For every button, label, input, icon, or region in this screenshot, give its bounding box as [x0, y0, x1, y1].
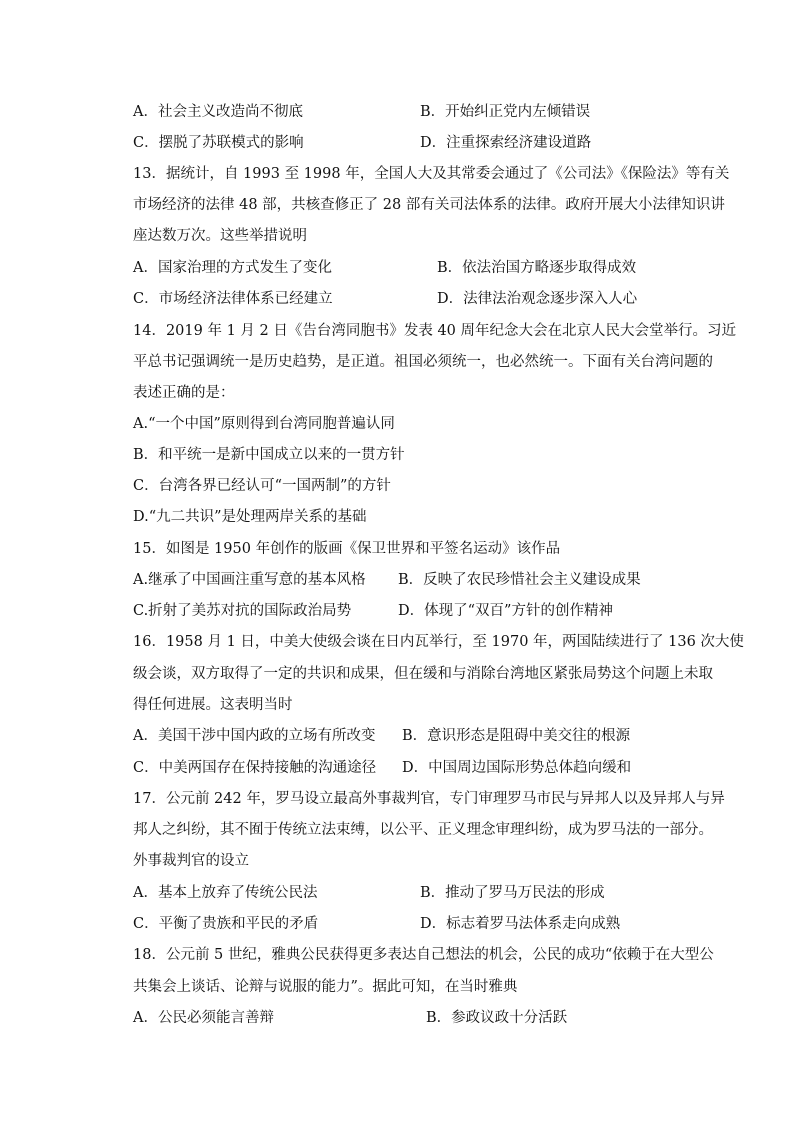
q18-option-a[interactable]: A．公民必须能言善辩 [133, 1010, 274, 1026]
q14-option-a[interactable]: A.“一个中国”原则得到台湾同胞普遍认同 [133, 416, 395, 432]
q16-stem-line-2: 级会谈，双方取得了一定的共识和成果，但在缓和与消除台湾地区紧张局势这个问题上未取 [133, 666, 713, 682]
q17-option-b[interactable]: B．推动了罗马万民法的形成 [420, 885, 605, 901]
q17-stem-line-1: 17．公元前 242 年，罗马设立最高外事裁判官，专门审理罗马市民与异邦人以及异邦人与异 [133, 791, 725, 807]
q15-option-b[interactable]: B．反映了农民珍惜社会主义建设成果 [398, 572, 641, 588]
q16-stem-line-1: 16．1958 月 1 日，中美大使级会谈在日内瓦举行，至 1970 年，两国陆续进行了 136 次大使 [133, 634, 744, 650]
q13-stem-line-1: 13．据统计，自 1993 至 1998 年，全国人大及其常委会通过了《公司法》《保险法》等有关 [133, 166, 730, 182]
q12-option-d[interactable]: D．注重探索经济建设道路 [420, 135, 592, 151]
q16-option-c[interactable]: C．中美两国存在保持接触的沟通途径 [133, 760, 377, 776]
q17-option-a[interactable]: A．基本上放弃了传统公民法 [133, 885, 318, 901]
q18-stem-line-1: 18．公元前 5 世纪，雅典公民获得更多表达自己想法的机会，公民的成功“依赖于在大型公 [133, 947, 714, 963]
q14-stem-line-3: 表述正确的是： [133, 385, 235, 401]
q13-option-c[interactable]: C．市场经济法律体系已经建立 [133, 291, 333, 307]
q14-option-c[interactable]: C．台湾各界已经认可“一国两制”的方针 [133, 478, 391, 494]
q16-option-a[interactable]: A．美国干涉中国内政的立场有所改变 [133, 728, 376, 744]
q17-stem-line-3: 外事裁判官的设立 [133, 853, 249, 869]
q14-stem-line-1: 14．2019 年 1 月 2 日《告台湾同胞书》发表 40 周年纪念大会在北京人民大会堂举行。习近 [133, 323, 737, 339]
q13-stem-line-2: 市场经济的法律 48 部，共核查修正了 28 部有关司法体系的法律。政府开展大小法律知识讲 [133, 197, 725, 213]
q17-option-d[interactable]: D．标志着罗马法体系走向成熟 [420, 916, 621, 932]
q15-option-c[interactable]: C.折射了美苏对抗的国际政治局势 [133, 603, 352, 619]
q15-option-d[interactable]: D．体现了“双百”方针的创作精神 [398, 603, 613, 619]
q18-stem-line-2: 共集会上谈话、论辩与说服的能力”。据此可知，在当时雅典 [133, 979, 518, 995]
q13-stem-line-3: 座达数万次。这些举措说明 [133, 228, 307, 244]
q16-stem-line-3: 得任何进展。这表明当时 [133, 697, 293, 713]
q17-option-c[interactable]: C．平衡了贵族和平民的矛盾 [133, 916, 319, 932]
q13-option-d[interactable]: D．法律法治观念逐步深入人心 [437, 291, 638, 307]
q13-option-a[interactable]: A．国家治理的方式发生了变化 [133, 260, 332, 276]
q12-option-b[interactable]: B．开始纠正党内左倾错误 [420, 104, 591, 120]
q17-stem-line-2: 邦人之纠纷，其不囿于传统立法束缚，以公平、正义理念审理纠纷，成为罗马法的一部分。 [133, 822, 713, 838]
q16-option-b[interactable]: B．意识形态是阻碍中美交往的根源 [402, 728, 631, 744]
q14-stem-line-2: 平总书记强调统一是历史趋势，是正道。祖国必须统一，也必然统一。下面有关台湾问题的 [133, 354, 713, 370]
q12-option-a[interactable]: A．社会主义改造尚不彻底 [133, 104, 303, 120]
q14-option-b[interactable]: B．和平统一是新中国成立以来的一贯方针 [133, 447, 405, 463]
q14-option-d[interactable]: D.“九二共识”是处理两岸关系的基础 [133, 509, 367, 525]
q15-option-a[interactable]: A.继承了中国画注重写意的基本风格 [133, 572, 366, 588]
q16-option-d[interactable]: D．中国周边国际形势总体趋向缓和 [402, 760, 632, 776]
q13-option-b[interactable]: B．依法治国方略逐步取得成效 [437, 260, 637, 276]
q18-option-b[interactable]: B．参政议政十分活跃 [426, 1010, 568, 1026]
q12-option-c[interactable]: C．摆脱了苏联模式的影响 [133, 135, 304, 151]
q15-stem-line-1: 15．如图是 1950 年创作的版画《保卫世界和平签名运动》该作品 [133, 541, 561, 557]
